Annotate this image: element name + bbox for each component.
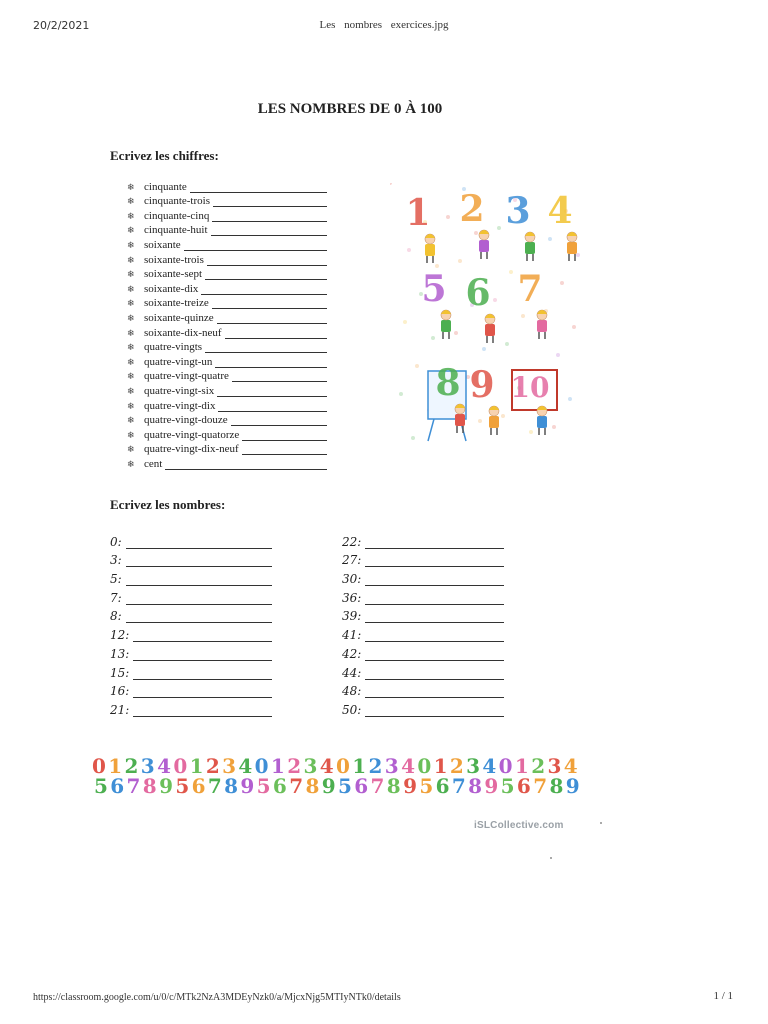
word-item — [127, 455, 327, 470]
answer-blank[interactable] — [133, 706, 272, 717]
snowflake-bullet-icon: ❄ — [127, 283, 135, 294]
numbers-illustration — [390, 183, 582, 443]
number-label: 36: — [342, 590, 362, 605]
number-item — [342, 530, 504, 549]
decorative-digit: 0 — [92, 754, 106, 778]
number-label: 15: — [110, 665, 130, 680]
watermark: iSLCollective.com — [474, 820, 564, 831]
decorative-digit: 6 — [516, 774, 531, 797]
decorative-digit: 4 — [319, 754, 334, 778]
snowflake-bullet-icon: ❄ — [127, 385, 135, 396]
answer-blank[interactable] — [242, 431, 327, 441]
word-label: quatre-vingt-dix-neuf — [144, 443, 239, 456]
number-item — [342, 642, 504, 661]
number-item — [342, 549, 504, 568]
decorative-digit: 5 — [256, 774, 271, 797]
decorative-digit: 6 — [272, 774, 287, 797]
answer-blank[interactable] — [213, 197, 327, 207]
speck — [600, 822, 602, 824]
answer-blank[interactable] — [217, 387, 327, 397]
decorative-digit: 3 — [384, 754, 399, 778]
illustration-number: 4 — [547, 190, 573, 232]
answer-blank[interactable] — [365, 669, 504, 680]
word-label: cinquante-trois — [144, 195, 210, 208]
word-item — [127, 178, 327, 193]
number-item — [110, 567, 272, 586]
word-list — [127, 178, 327, 470]
confetti-dot — [458, 259, 462, 263]
word-item — [127, 353, 327, 368]
worksheet-title: LES NOMBRES DE 0 À 100 — [257, 101, 443, 117]
decorative-digit: 1 — [514, 754, 529, 778]
word-item — [127, 441, 327, 456]
word-label: quatre-vingt-un — [144, 355, 213, 368]
answer-blank[interactable] — [190, 183, 327, 193]
confetti-dot — [478, 419, 482, 423]
confetti-dot — [482, 347, 486, 351]
decorative-digit: 2 — [205, 754, 220, 778]
print-filename: Les nombres exercices.jpg — [319, 19, 449, 31]
word-item — [127, 207, 327, 222]
child-figure — [489, 406, 499, 435]
decorative-digit: 2 — [124, 754, 139, 778]
answer-blank[interactable] — [232, 372, 327, 382]
confetti-dot — [446, 215, 450, 219]
decorative-digit: 4 — [401, 754, 415, 778]
confetti-dot — [568, 397, 572, 401]
confetti-dot — [493, 298, 497, 302]
snowflake-bullet-icon: ❄ — [127, 269, 135, 280]
decorative-digit: 5 — [94, 774, 108, 797]
word-item — [127, 309, 327, 324]
word-item — [127, 339, 327, 354]
number-label: 50: — [342, 702, 362, 717]
number-item — [342, 605, 504, 624]
section-heading-words: Ecrivez les chiffres: — [110, 148, 219, 163]
number-label: 41: — [342, 628, 362, 643]
number-item — [342, 586, 504, 605]
answer-blank[interactable] — [365, 687, 504, 698]
confetti-dot — [505, 342, 509, 346]
number-label: 27: — [342, 553, 362, 568]
snowflake-bullet-icon: ❄ — [127, 239, 135, 250]
answer-blank[interactable] — [212, 212, 327, 222]
number-item — [110, 623, 272, 642]
answer-blank[interactable] — [165, 460, 327, 470]
decorative-digit: 8 — [142, 774, 157, 797]
page-url[interactable]: https://classroom.google.com/u/0/c/MTk2NzA3MDEyNzk0/a/MjcxNjg5MTIyNTk0/details — [33, 992, 401, 1003]
decorative-digit: 3 — [222, 754, 237, 778]
illustration-number: 9 — [469, 364, 495, 406]
answer-blank[interactable] — [205, 343, 327, 353]
confetti-dot — [497, 226, 501, 230]
word-label: quatre-vingt-quatre — [144, 370, 229, 383]
snowflake-bullet-icon: ❄ — [127, 225, 135, 236]
print-date: 20/2/2021 — [33, 19, 90, 32]
number-item — [110, 698, 272, 717]
confetti-dot — [529, 430, 533, 434]
confetti-dot — [556, 353, 560, 357]
snowflake-bullet-icon: ❄ — [127, 312, 135, 323]
child-figure — [537, 406, 547, 435]
decorative-digit: 0 — [336, 754, 350, 778]
decorative-digit: 5 — [338, 774, 352, 797]
word-label: cinquante — [144, 180, 187, 193]
word-label: quatre-vingts — [144, 341, 203, 354]
snowflake-bullet-icon: ❄ — [127, 210, 135, 221]
answer-blank[interactable] — [133, 669, 272, 680]
answer-blank[interactable] — [365, 631, 504, 642]
number-item — [110, 680, 272, 699]
decorative-digit: 9 — [565, 774, 580, 797]
decorative-digit: 8 — [305, 774, 320, 797]
answer-blank[interactable] — [212, 299, 327, 309]
word-label: cinquante-cinq — [144, 209, 210, 222]
word-item — [127, 397, 327, 412]
word-item — [127, 426, 327, 441]
confetti-dot — [521, 314, 525, 318]
illustration-number: 5 — [421, 268, 447, 310]
decorative-digit: 8 — [468, 774, 483, 797]
decorative-digit: 1 — [189, 754, 204, 778]
decorative-digit: 1 — [352, 754, 367, 778]
decorative-digit: 6 — [110, 774, 125, 797]
snowflake-bullet-icon: ❄ — [127, 342, 135, 353]
numbers-list-left — [110, 530, 272, 717]
decorative-digit: 9 — [159, 774, 173, 797]
word-label: soixante-trois — [144, 253, 204, 266]
number-label: 12: — [110, 628, 130, 643]
answer-blank[interactable] — [225, 329, 327, 339]
number-item — [342, 567, 504, 586]
word-label: soixante-sept — [144, 268, 203, 281]
confetti-dot — [576, 253, 580, 257]
decorative-digits-banner — [86, 753, 582, 797]
number-label: 0: — [110, 534, 122, 549]
answer-blank[interactable] — [211, 226, 327, 236]
word-item — [127, 222, 327, 237]
confetti-dot — [501, 414, 505, 418]
confetti-dot — [403, 320, 407, 324]
decorative-digit: 8 — [386, 774, 401, 797]
answer-blank[interactable] — [365, 556, 504, 567]
answer-blank[interactable] — [365, 706, 504, 717]
decorative-digit: 4 — [157, 754, 171, 778]
confetti-dot — [548, 237, 552, 241]
snowflake-bullet-icon: ❄ — [127, 444, 135, 455]
number-label: 48: — [342, 684, 362, 699]
snowflake-bullet-icon: ❄ — [127, 415, 135, 426]
decorative-digit: 5 — [419, 774, 434, 797]
word-label: quatre-vingt-six — [144, 384, 215, 397]
decorative-digit: 7 — [289, 774, 304, 797]
number-item — [342, 623, 504, 642]
answer-blank[interactable] — [126, 556, 272, 567]
number-label: 7: — [110, 590, 122, 605]
word-item — [127, 412, 327, 427]
answer-blank[interactable] — [126, 575, 272, 586]
word-label: cent — [144, 457, 163, 470]
answer-blank[interactable] — [133, 631, 272, 642]
decorative-digit: 4 — [238, 754, 253, 778]
word-label: soixante-dix — [144, 282, 199, 295]
number-item — [110, 661, 272, 680]
decorative-digit: 3 — [547, 754, 562, 778]
confetti-dot — [390, 183, 392, 185]
snowflake-bullet-icon: ❄ — [127, 356, 135, 367]
confetti-dot — [552, 425, 556, 429]
decorative-digit: 2 — [531, 754, 546, 778]
child-figure — [425, 234, 435, 263]
snowflake-bullet-icon: ❄ — [127, 254, 135, 265]
decorative-digit: 8 — [224, 774, 239, 797]
answer-blank[interactable] — [215, 358, 327, 368]
decorative-digit: 2 — [449, 754, 464, 778]
decorative-digit: 0 — [417, 754, 432, 778]
illustration-number: 2 — [459, 188, 485, 230]
number-item — [110, 530, 272, 549]
decorative-digit: 9 — [240, 774, 255, 797]
snowflake-bullet-icon: ❄ — [127, 298, 135, 309]
word-label: soixante-quinze — [144, 311, 214, 324]
decorative-digit: 3 — [466, 754, 481, 778]
snowflake-bullet-icon: ❄ — [127, 371, 135, 382]
number-label: 22: — [342, 534, 362, 549]
number-item — [342, 698, 504, 717]
answer-blank[interactable] — [133, 687, 272, 698]
confetti-dot — [411, 436, 415, 440]
decorative-digit: 5 — [175, 774, 190, 797]
confetti-dot — [407, 248, 411, 252]
child-figure — [441, 310, 451, 339]
snowflake-bullet-icon: ❄ — [127, 196, 135, 207]
word-label: cinquante-huit — [144, 224, 208, 237]
answer-blank[interactable] — [126, 594, 272, 605]
decorative-digit: 6 — [191, 774, 206, 797]
decorative-digit: 7 — [370, 774, 385, 797]
confetti-dot — [509, 270, 513, 274]
decorative-digit: 1 — [270, 754, 285, 778]
word-item — [127, 280, 327, 295]
answer-blank[interactable] — [365, 575, 504, 586]
answer-blank[interactable] — [217, 314, 327, 324]
number-label: 44: — [342, 665, 362, 680]
decorative-digit: 6 — [435, 774, 450, 797]
answer-blank[interactable] — [201, 285, 327, 295]
word-item — [127, 266, 327, 281]
word-label: quatre-vingt-quatorze — [144, 428, 240, 441]
decorative-digit: 7 — [451, 774, 466, 797]
answer-blank[interactable] — [365, 538, 504, 549]
child-figure — [479, 230, 489, 259]
confetti-dot — [572, 325, 576, 329]
word-item — [127, 236, 327, 251]
decorative-digit: 1 — [108, 754, 123, 778]
confetti-dot — [454, 331, 458, 335]
number-label: 8: — [110, 609, 122, 624]
answer-blank[interactable] — [184, 241, 327, 251]
word-label: soixante — [144, 238, 181, 251]
number-label: 39: — [342, 609, 362, 624]
numbers-list-right — [342, 530, 504, 717]
decorative-digit: 0 — [173, 754, 188, 778]
answer-blank[interactable] — [205, 270, 327, 280]
number-item — [342, 661, 504, 680]
word-label: soixante-dix-neuf — [144, 326, 222, 339]
illustration-number: 8 — [435, 362, 461, 404]
page-number: 1 / 1 — [713, 990, 733, 1002]
child-figure — [455, 404, 465, 433]
decorative-digit: 2 — [287, 754, 302, 778]
answer-blank[interactable] — [365, 650, 504, 661]
word-item — [127, 251, 327, 266]
number-item — [110, 586, 272, 605]
illustration-number: 6 — [465, 272, 491, 314]
word-label: quatre-vingt-dix — [144, 399, 216, 412]
snowflake-bullet-icon: ❄ — [127, 327, 135, 338]
decorative-digit: 0 — [254, 754, 269, 778]
number-item — [342, 680, 504, 699]
number-label: 21: — [110, 702, 130, 717]
decorative-digit: 6 — [354, 774, 369, 797]
illustration-number: 1 — [405, 192, 431, 234]
decorative-digit: 9 — [484, 774, 499, 797]
confetti-dot — [560, 281, 564, 285]
number-label: 42: — [342, 646, 362, 661]
child-figure — [537, 310, 547, 339]
decorative-digit: 3 — [303, 754, 318, 778]
decorative-digit: 7 — [207, 774, 222, 797]
number-label: 3: — [110, 553, 122, 568]
decorative-digit: 7 — [533, 774, 548, 797]
answer-blank[interactable] — [365, 594, 504, 605]
number-item — [110, 549, 272, 568]
answer-blank[interactable] — [126, 612, 272, 623]
number-item — [110, 642, 272, 661]
snowflake-bullet-icon: ❄ — [127, 181, 135, 192]
decorative-digit: 3 — [140, 754, 155, 778]
child-figure — [525, 232, 535, 261]
decorative-digit: 9 — [321, 774, 336, 797]
section-heading-numbers: Ecrivez les nombres: — [110, 497, 226, 512]
answer-blank[interactable] — [207, 256, 327, 266]
confetti-dot — [474, 231, 478, 235]
number-label: 16: — [110, 684, 130, 699]
number-label: 30: — [342, 572, 362, 587]
decorative-digit: 8 — [549, 774, 564, 797]
word-item — [127, 324, 327, 339]
answer-blank[interactable] — [231, 416, 327, 426]
answer-blank[interactable] — [133, 650, 272, 661]
decorative-digit: 1 — [433, 754, 448, 778]
decorative-digit: 2 — [368, 754, 383, 778]
confetti-dot — [399, 392, 403, 396]
confetti-dot — [415, 364, 419, 368]
word-item — [127, 193, 327, 208]
decorative-digit: 4 — [482, 754, 497, 778]
number-label: 5: — [110, 572, 122, 587]
word-item — [127, 368, 327, 383]
decorative-digit: 5 — [500, 774, 515, 797]
decorative-digit: 9 — [403, 774, 417, 797]
child-figure — [485, 314, 495, 343]
number-label: 13: — [110, 646, 130, 661]
illustration-number: 10 — [510, 371, 550, 404]
snowflake-bullet-icon: ❄ — [127, 429, 135, 440]
illustration-number: 3 — [505, 190, 531, 232]
answer-blank[interactable] — [365, 612, 504, 623]
number-item — [110, 605, 272, 624]
answer-blank[interactable] — [218, 402, 327, 412]
child-figure — [567, 232, 577, 261]
answer-blank[interactable] — [242, 445, 327, 455]
decorative-digit: 4 — [563, 754, 578, 778]
decorative-digit: 0 — [498, 754, 513, 778]
decorative-digit: 7 — [126, 774, 141, 797]
speck — [550, 857, 552, 859]
answer-blank[interactable] — [126, 538, 272, 549]
word-label: soixante-treize — [144, 297, 209, 310]
confetti-dot — [431, 336, 435, 340]
illustration-number: 7 — [517, 268, 543, 310]
snowflake-bullet-icon: ❄ — [127, 458, 135, 469]
word-item — [127, 295, 327, 310]
snowflake-bullet-icon: ❄ — [127, 400, 135, 411]
word-label: quatre-vingt-douze — [144, 414, 228, 427]
word-item — [127, 382, 327, 397]
